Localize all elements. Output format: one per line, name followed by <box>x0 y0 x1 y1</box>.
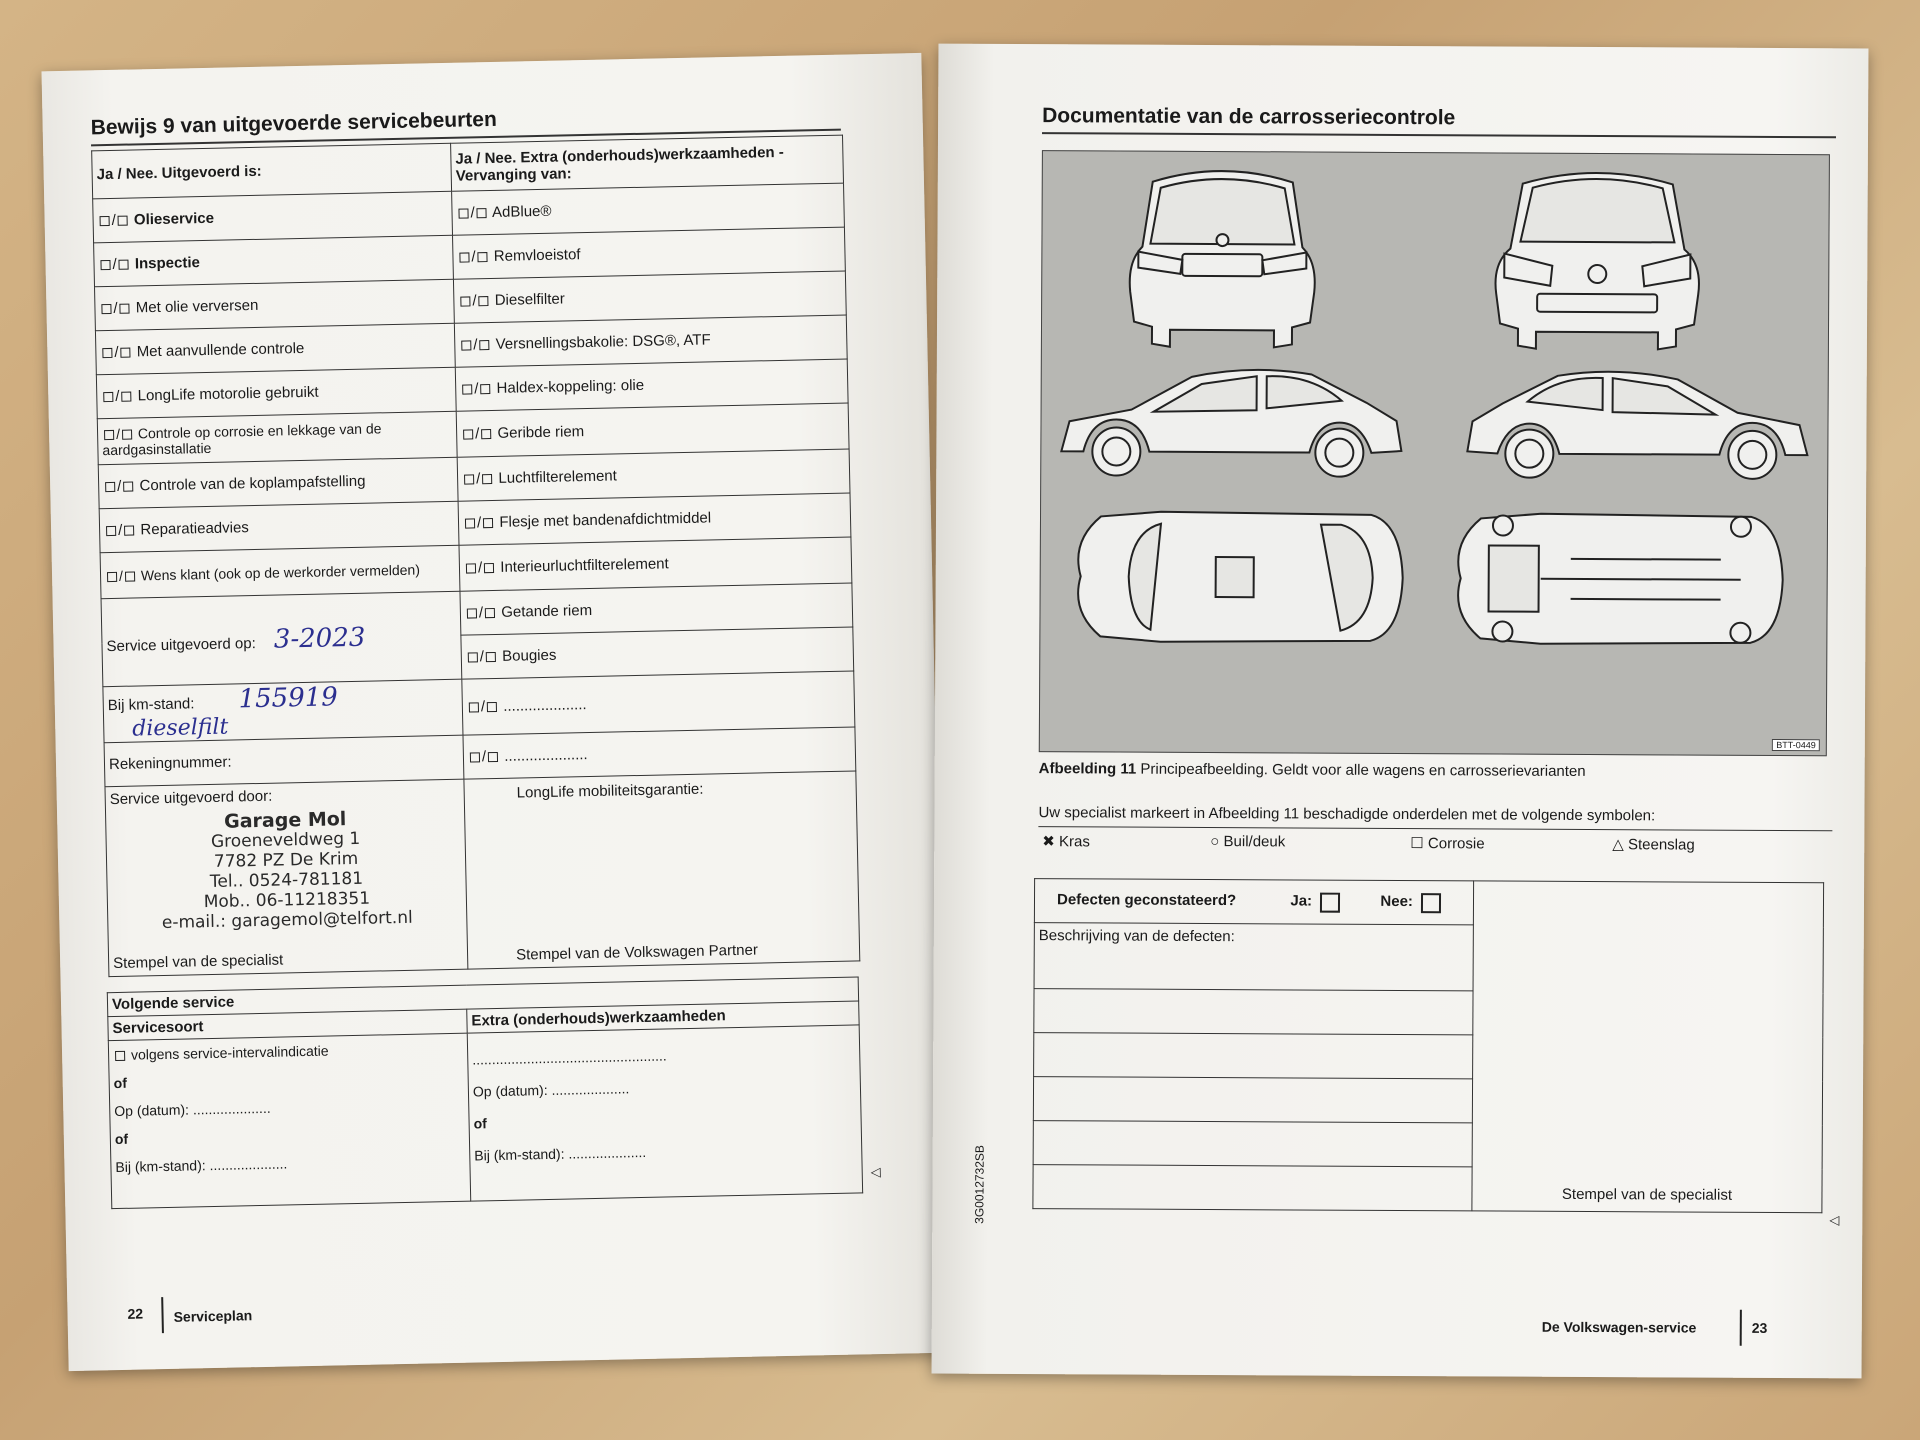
km-cell <box>103 679 463 743</box>
col2-header: Ja / Nee. Extra (onderhouds)werkzaamheden - Vervanging van: <box>451 135 844 191</box>
footer-divider <box>161 1297 164 1333</box>
interval-label: volgens service-intervalindicatie <box>130 1042 329 1063</box>
op-datum-field-right[interactable]: Op (datum): .................... <box>472 1080 630 1100</box>
longlife-cell <box>464 771 860 969</box>
row-left-1: / Inspectie <box>94 235 454 287</box>
caption-label: Afbeelding 11 <box>1038 760 1137 778</box>
checkbox-no[interactable] <box>481 429 491 439</box>
stamp-line: 7782 PZ De Krim <box>213 848 359 872</box>
description-row[interactable] <box>1034 923 1473 991</box>
bij-km-field[interactable]: Bij (km-stand): .................... <box>115 1155 288 1176</box>
row-right-11: / .................... <box>462 671 855 735</box>
footer-section-right: De Volkswagen-service <box>1541 1318 1697 1336</box>
service-date-handwritten: 3-2023 <box>273 622 366 655</box>
checkbox-yes[interactable] <box>460 296 470 306</box>
checkbox-yes[interactable] <box>103 392 113 402</box>
row-label: Reparatieadvies <box>140 519 250 539</box>
checkbox-yes[interactable] <box>459 252 469 262</box>
row-label: Dieselfilter <box>494 290 565 309</box>
car-side-view-left <box>1061 369 1402 477</box>
checkbox-yes[interactable] <box>464 474 474 484</box>
op-datum-field[interactable]: Op (datum): .................... <box>114 1099 271 1120</box>
left-page <box>41 53 948 1371</box>
stamp-partner-label: Stempel van de Volkswagen Partner <box>515 941 759 964</box>
row-left-3: / Met aanvullende controle <box>95 323 455 375</box>
checkbox-no[interactable] <box>482 474 492 484</box>
next-service-col2: Extra (onderhouds)werkzaamheden <box>467 1001 859 1033</box>
checkbox-no[interactable] <box>118 216 128 226</box>
checkbox-no[interactable] <box>122 429 132 439</box>
car-side-view-right <box>1467 371 1808 479</box>
checkbox-yes[interactable] <box>466 563 476 573</box>
row-label: Wens klant (ook op de werkorder vermelden) <box>140 561 421 583</box>
row-label: Inspectie <box>134 254 201 273</box>
row-right-6: / Luchtfilterelement <box>457 449 850 501</box>
symbol-corrosie: ☐ Corrosie <box>1410 835 1485 853</box>
checkbox-no[interactable] <box>480 384 490 394</box>
footer-section-left: Serviceplan <box>173 1307 253 1325</box>
row-label: LongLife motorolie gebruikt <box>137 383 319 405</box>
checkbox-yes[interactable] <box>462 384 472 394</box>
performed-by-label: Service uitgevoerd door: <box>109 787 273 809</box>
stamp-line: Groeneveldweg 1 <box>210 828 361 852</box>
row-label: Met olie verversen <box>135 296 259 317</box>
row-label: Controle van de koplampafstelling <box>139 472 366 495</box>
row-right-2: / Dieselfilter <box>453 271 846 323</box>
checkbox-no[interactable] <box>121 392 131 402</box>
symbol-steenslag: △ Steenslag <box>1612 836 1695 854</box>
checkbox-no[interactable] <box>477 208 487 218</box>
symbol-buil-deuk: ○ Buil/deuk <box>1210 833 1286 851</box>
row-label: Bougies <box>502 646 557 665</box>
checkbox-yes[interactable] <box>469 702 479 712</box>
longlife-label: LongLife mobiliteitsgarantie: <box>516 780 704 802</box>
checkbox-no[interactable] <box>119 260 129 270</box>
row-right-10: / Bougies <box>461 627 854 679</box>
km-handwritten: 155919 <box>238 682 339 715</box>
checkbox-no[interactable] <box>486 652 496 662</box>
row-label: Geribde riem <box>497 423 585 442</box>
row-label: Luchtfilterelement <box>498 467 618 487</box>
description-line[interactable] <box>1034 989 1473 1035</box>
row-label: Getande riem <box>501 601 593 621</box>
checkbox-yes[interactable] <box>104 430 114 440</box>
stamp-specialist-label-right: Stempel van de specialist <box>1561 1185 1733 1204</box>
checkbox-no[interactable] <box>125 571 135 581</box>
car-rear-view <box>1129 171 1315 348</box>
stamp-line: Garage Mol <box>223 808 347 833</box>
figure-code: BTT-0449 <box>1772 739 1820 751</box>
next-service-left <box>108 1033 470 1208</box>
row-label: Flesje met bandenafdichtmiddel <box>499 509 712 531</box>
service-date-label: Service uitgevoerd op: <box>106 634 256 655</box>
row-right-4: / Haldex-koppeling: olie <box>455 359 848 411</box>
row-label: Olieservice <box>133 209 215 229</box>
row-left-0: / Olieservice <box>93 191 453 243</box>
garage-stamp <box>110 807 462 934</box>
next-service-title: Volgende service <box>107 977 858 1017</box>
row-right-12: / .................... <box>463 727 856 779</box>
stamp-line: Tel.. 0524-781181 <box>209 868 364 893</box>
checkbox-yes[interactable] <box>463 429 473 439</box>
checkbox-no[interactable] <box>488 752 498 762</box>
row-left-2: / Met olie verversen <box>95 279 455 331</box>
ja-label: Ja: <box>1290 892 1313 911</box>
defects-label: Defecten geconstateerd? <box>1056 891 1237 910</box>
row-label: AdBlue® <box>491 202 552 221</box>
row-label: .................... <box>503 696 587 715</box>
row-right-0: / AdBlue® <box>452 183 845 235</box>
page-number-left: 22 <box>127 1305 144 1322</box>
checkbox-yes[interactable] <box>100 216 110 226</box>
checkbox-no[interactable] <box>483 518 493 528</box>
checkbox-yes[interactable] <box>467 608 477 618</box>
description-line[interactable] <box>1033 1165 1472 1211</box>
row-left-8: / Wens klant (ook op de werkorder vermelden) <box>100 545 460 599</box>
checkbox-no[interactable] <box>478 252 488 262</box>
checkbox-yes[interactable] <box>100 260 110 270</box>
checkbox-interval[interactable] <box>115 1051 125 1061</box>
checkbox-nee[interactable] <box>1421 893 1441 913</box>
next-service-table <box>107 976 863 1209</box>
row-label: Versnellingsbakolie: DSG®, ATF <box>495 331 711 353</box>
description-line[interactable] <box>1033 1077 1472 1123</box>
figure-caption <box>1039 760 1586 780</box>
service-table <box>91 135 860 978</box>
row-right-3: / Versnellingsbakolie: DSG®, ATF <box>454 315 847 367</box>
bij-km-field-right[interactable]: Bij (km-stand): .................... <box>474 1143 647 1164</box>
checkbox-no[interactable] <box>479 340 489 350</box>
right-page <box>932 44 1869 1379</box>
description-line[interactable] <box>1033 1121 1472 1167</box>
row-right-5: / Geribde riem <box>456 403 849 457</box>
checkbox-yes[interactable] <box>461 340 471 350</box>
description-label: Beschrijving van de defecten: <box>1038 927 1235 946</box>
checkbox-no[interactable] <box>123 482 133 492</box>
checkbox-yes[interactable] <box>106 526 116 536</box>
checkbox-yes[interactable] <box>470 752 480 762</box>
km-note-handwritten: dieselfilt <box>132 714 229 742</box>
account-cell <box>104 735 464 787</box>
row-left-4: / LongLife motorolie gebruikt <box>96 367 456 419</box>
checkbox-yes[interactable] <box>465 518 475 528</box>
caption-text: Principeafbeelding. Geldt voor alle wagens en carrosserievarianten <box>1140 760 1586 780</box>
defects-header-cell <box>1034 879 1473 925</box>
page-number-right: 23 <box>1751 1319 1768 1336</box>
checkbox-yes[interactable] <box>102 348 112 358</box>
instruction-rule <box>1038 826 1832 831</box>
row-label: Met aanvullende controle <box>136 339 305 361</box>
description-line[interactable] <box>1034 1033 1473 1079</box>
stamp-line: e-mail.: garagemol@telfort.nl <box>161 907 413 934</box>
extra-work-field[interactable]: .................................................. <box>472 1047 667 1068</box>
col1-header: Ja / Nee. Uitgevoerd is: <box>92 143 452 199</box>
stamp-specialist-label: Stempel van de specialist <box>113 951 284 973</box>
nee-label: Nee: <box>1380 893 1413 911</box>
row-label: Haldex-koppeling: olie <box>496 376 645 397</box>
checkbox-yes[interactable] <box>105 482 115 492</box>
checkbox-no[interactable] <box>120 348 130 358</box>
row-label: Interieurluchtfilterelement <box>500 555 669 576</box>
car-underbody-view <box>1458 513 1783 645</box>
row-left-6: / Controle van de koplampafstelling <box>98 457 458 509</box>
row-left-5: / Controle op corrosie en lekkage van de aardgasinstallatie <box>97 411 457 465</box>
symbol-kras: ✖ Kras <box>1042 833 1090 851</box>
checkbox-yes[interactable] <box>468 652 478 662</box>
next-service-col1: Servicesoort <box>108 1009 467 1041</box>
row-label: .................... <box>504 746 588 765</box>
checkbox-no[interactable] <box>485 608 495 618</box>
stamp-cell-right <box>1472 881 1824 1213</box>
checkbox-yes[interactable] <box>101 304 111 314</box>
side-code: 3G0012732SB <box>972 1145 987 1224</box>
account-label: Rekeningnummer: <box>108 753 232 774</box>
car-top-view <box>1078 511 1403 643</box>
row-label: Remvloeistof <box>493 246 581 265</box>
checkbox-yes[interactable] <box>107 572 117 582</box>
service-date-cell <box>101 591 462 686</box>
checkbox-no[interactable] <box>487 702 497 712</box>
of-label: of <box>113 1074 128 1092</box>
car-outlines <box>1040 151 1829 755</box>
continue-triangle-icon: ◁ <box>1829 1212 1840 1228</box>
checkbox-yes[interactable] <box>458 208 468 218</box>
checkbox-no[interactable] <box>484 563 494 573</box>
checkbox-no[interactable] <box>478 296 488 306</box>
title-rule <box>1042 132 1836 138</box>
right-page-title: Documentatie van de carrosseriecontrole <box>1042 104 1456 130</box>
symbol-instruction: Uw specialist markeert in Afbeelding 11 beschadigde onderdelen met de volgende symbolen: <box>1038 804 1656 825</box>
performed-by-cell <box>105 779 468 976</box>
checkbox-ja[interactable] <box>1320 892 1340 912</box>
checkbox-no[interactable] <box>124 526 134 536</box>
checkbox-no[interactable] <box>120 304 130 314</box>
row-label: Controle op corrosie en lekkage van de aardgasinstallatie <box>102 419 382 458</box>
row-right-9: / Getande riem <box>460 583 853 635</box>
of-label: of <box>114 1130 129 1148</box>
next-service-right <box>467 1025 862 1201</box>
row-right-1: / Remvloeistof <box>453 227 846 279</box>
km-label: Bij km-stand: <box>107 695 195 715</box>
continue-triangle-icon: ◁ <box>870 1164 881 1180</box>
of-label: of <box>473 1115 487 1132</box>
defects-table <box>1032 878 1824 1213</box>
row-left-7: / Reparatieadvies <box>99 501 459 553</box>
left-page-title: Bewijs 9 van uitgevoerde servicebeurten <box>90 107 498 140</box>
car-diagram-figure <box>1039 150 1830 756</box>
footer-divider <box>1740 1310 1742 1346</box>
stamp-line: Mob.. 06-11218351 <box>203 888 371 913</box>
row-right-8: / Interieurluchtfilterelement <box>459 537 852 591</box>
row-right-7: / Flesje met bandenafdichtmiddel <box>458 493 851 545</box>
car-front-view <box>1495 172 1699 349</box>
